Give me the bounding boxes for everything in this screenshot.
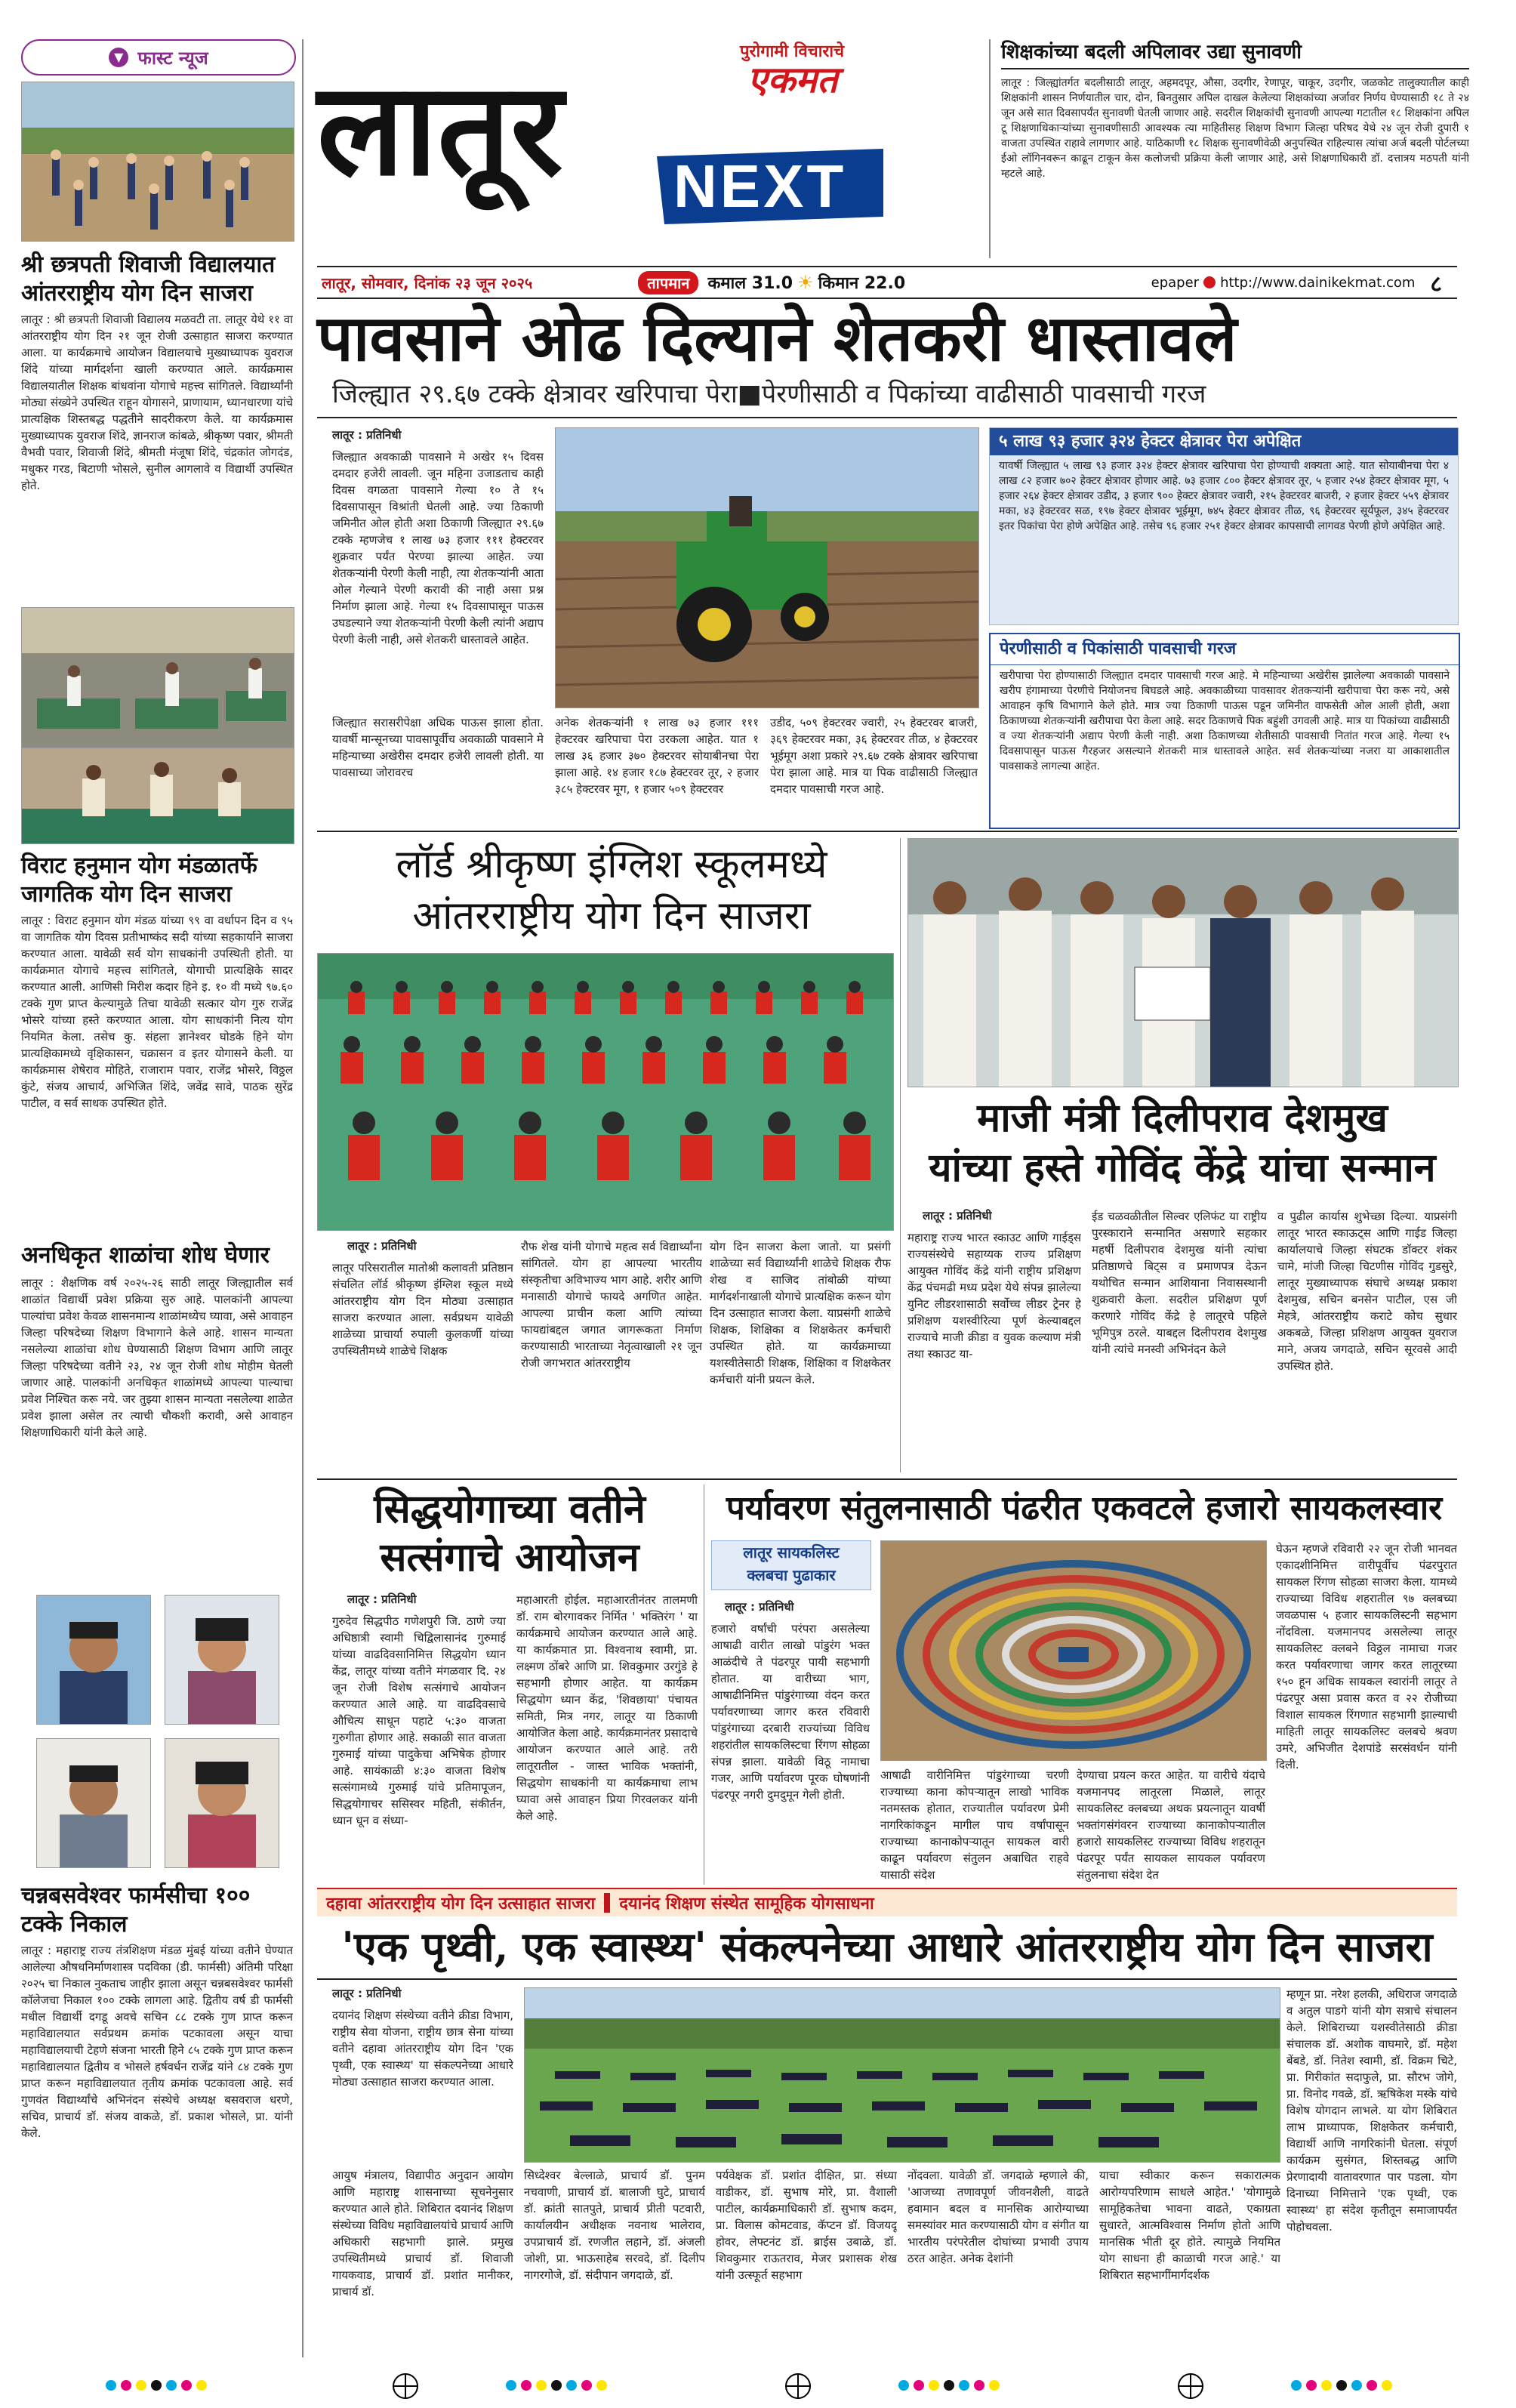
fast-news-icon: ▼ (109, 48, 128, 67)
yoga-col-2: सिध्देश्वर बेल्लाळे, प्राचार्य डॉ. पुनम नचवाणी, प्राचार्य डॉ. बालाजी घुटे, प्राचार्य डॉ. क्रांती सातपुते, प्राचार्य प्रीती पटवारी, कार्यालयीन अधीक्षक नवनाथ भालेराव, उपप्राचार्य डॉ. रणजीत लहाने, डॉ. अंजली जोशी, प्रा. भाऊसाहेब सरवदे, डॉ. दिलीप नागरगोजे, डॉ. संदीपान जगदाळे, डॉ. (524, 2169, 705, 2282)
sun-icon: ☀ (797, 272, 814, 293)
lead-col-3: अनेक शेतकऱ्यांनी १ लाख ७३ हजार १११ हेक्टरवर खरिपाचा पेरा उरकला आहेत. यात १ लाख ३६ हजार ३७० हेक्टरवर सोयाबीनचा पेरा झाला आहे. १४ हजार १८७ हेक्टरवर तूर, २ हजार ३८५ हेक्टरवर मूग, १ हजार ५०९ हेक्टरवर (555, 716, 759, 796)
minister-col-3: व पुढील कार्यास शुभेच्छा दिल्या. याप्रसंगी लातूर भारत स्काऊट्स आणि गाईड जिल्हा कार्यालयाचे जिल्हा संघटक डॉक्टर शंकर चामे, मांजी जिल्हा चिटणीस गोविंद गुडसुरे, लातूर मुख्याध्यापक संघाचे अध्यक्ष प्रकाश देशमुख, सचिन बनसेन पाटील, एस जी मेहत्रे, आंतरराष्ट्रीय कराटे कोच सुधार अकबळे, जिल्हा प्रशिक्षण आयुक्त युवराज माने, अजय जगदाळे, सचिन सूरवसे आदी उपस्थित होते. (1277, 1210, 1457, 1373)
top-right-story (989, 39, 1469, 258)
satsang-col-1: गुरुदेव सिद्धपीठ गणेशपुरी जि. ठाणे ज्या अधिष्ठात्री स्वामी चिद्विलासानंद गुरुमाई यांच्या वाढदिवसानिमित्त सिद्धयोग ध्यान केंद्र, लातूर यांच्या वतीने मंगळवार दि. २४ जून रोजी विशेष सत्संगाचे आयोजन करण्यात आले आहे. या वाढदिवसाचे औचित्य साधून पहाटे ५:३० वाजता गुरुगीता होणार आहे. सकाळी सात वाजता गुरुमाई यांच्या पादुकेचा अभिषेक होणार आहे. सायंकाळी ४:३० वाजता विशेष सत्संगामध्ये गुरुमाई यांचे प्रतिमापूजन, सिद्धयोगाचर ससिस्वर महिती, संकीर्तन, ध्यान धून व संध्या- (332, 1614, 506, 1827)
cycle-club-line-2: क्लबचा पुढाकार (747, 1566, 836, 1584)
cycle-caption: आषाढी वारीनिमित्त पांडुरंगाच्या चरणी राज्याच्या काना कोपऱ्यातून लाखो भाविक नतमस्तक होतात, राज्यातील पर्यावरण प्रेमी नागरिकांकडून मागील पाच वर्षांपासून राज्याच्या कानाकोपऱ्यातून सायकल वारी काढून पर्यावरण संतुलन अबाधित राहवे यासाठी संदेश (880, 1768, 1069, 1882)
page-number: ८ (1430, 270, 1442, 298)
cycle-col-3: घेऊन म्हणजे रविवारी २२ जून रोजी भानवत एकादशीनिमित्त वारीपूर्वीच पंढरपुरात सायकल रिंगण सोहळा साजरा केला. यामध्ये राज्याच्या विविध शहरातील ९७ क्लबच्या जवळपास ५ हजार सायकलिस्टनी सहभाग नोंदविला. यजमानपद असलेल्या लातूर सायकलिस्ट क्लबने विठ्ठल नामाचा गजर करत पर्यावरणाचा जागर करत लातूरच्या १५० हून अधिक सायकल स्वारांनी लातूर ते पंढरपूर असा प्रवास करत व २२ रोजीच्या विशाल सायकल रिंगणात सहभागी झाल्याची माहिती लातूर सायकलिस्ट क्लबचे श्रवण उमरे, अभिजीत देशपांडे सरसंवर्धन यांनी दिली. (1276, 1542, 1457, 1771)
yoga-col-5: याचा स्वीकार करून सकारात्मक आरोग्यपरिणाम साधले आहेत.' 'योगामुळे सामूहिकतेचा भावना वाढते, एकाग्रता सुधारते, आत्मविश्वास निर्माण होतो आणि मानसिक भीती दूर होते. त्यामुळे नियमित योग साधना ही काळाची गरज आहे.' या शिबिरात सहभागींमार्गदर्शक (1099, 2169, 1280, 2282)
minister-headline-1: माजी मंत्री दिलीपराव देशमुख (977, 1095, 1388, 1141)
lead-subhead: जिल्ह्यात २९.६७ टक्के क्षेत्रावर खरिपाचा पेरा■पेरणीसाठी व पिकांच्या वाढीसाठी पावसाची गरज (332, 379, 1206, 409)
sidebar-story1-body: लातूर : श्री छत्रपती शिवाजी विद्यालय मळवटी ता. लातूर येथे ११ वा आंतरराष्ट्रीय योग दिन २१ जून रोजी उत्साहात साजरा करण्यात आला. या कार्यक्रमाचे आयोजन विद्यालयाचे मुख्याध्यापक युवराज शिंदे यांच्या मार्गदर्शना खाली करण्यात आले. कार्यक्रमास विद्यालयातील शिक्षक बांधवांना योगाचे महत्त्व सांगितले. विद्यार्थ्यांनी मोठ्या संख्येने उपस्थित राहून योगासने, प्राणायाम, ध्यानधारणा यांचे प्रात्यक्षिक शिस्तबद्ध पद्धतीने सादरीकरण केले. या कार्यक्रमास मुख्याध्यापक युवराज शिंदे, ज्ञानराज कांबळे, श्रीकृष्ण पवार, श्रीमती वैभवी पवार, शिवाजी शिंदे, श्रीमती मंजूषा शिंदे, चंद्रकांत जोगदंड, मधुकर गरड, बिटाणी भोसले, सुनील आगलावे व विद्यार्थी उपस्थित होते. (21, 313, 293, 492)
cycle-col-1: हजारो वर्षांची परंपरा असलेल्या आषाढी वारीत लाखो पांडुरंग भक्त आळंदीचे ते पंढरपूर पायी सहभागी होतात. या वारीच्या भाग, आषाढीनिमित्त पांडुरंगाच्या वंदन करत पर्यावरणाच्या जागर करत रविवारी पांडुरंगाच्या दरबारी राज्यांच्या विविध शहरांतील सायकलिस्टचा रिंगण सोहळा संपन्न झाला. यावेळी विठू नामाचा गजर, आणि पर्यावरण पूरक घोषणांनी पंढरपूर नगरी दुमदुमून गेली होती. (711, 1622, 870, 1802)
fast-news-title: फास्ट न्यूज (137, 47, 208, 69)
school-headline-2: आंतरराष्ट्रीय योग दिन साजरा (412, 893, 811, 939)
print-color-dots-4 (1291, 2380, 1392, 2391)
yoga-byline: लातूर : प्रतिनिधी (332, 1987, 402, 2000)
student-photo-1 (36, 1595, 151, 1725)
minister-photo-felicitation (907, 838, 1459, 1087)
yoga-col-6: म्हणून प्रा. नरेश हलकी, अधिराज जगदाळे व अतुल पाडगे यांनी योग सत्राचे संचालन केले. शिबिराच्या यशस्वीतेसाठी क्रीडा संचालक डॉ. अशोक वाघमारे, डॉ. महेश बेंबडे, डॉ. नितेश स्वामी, डॉ. विक्रम चिटे, प्रा. गिरीकांत सदाफुले, प्रा. सौरभ जोगे, प्रा. विनोद गवळे, डॉ. ऋषिकेश मस्के यांचे विशेष योगदान लाभले. या योग शिबिरात लाभ प्राध्यापक, शिक्षकेतर कर्मचारी, विद्यार्थी आणि नागरिकांनी घेतला. संपूर्ण कार्यक्रम सुसंगत, शिस्तबद्ध आणि प्रेरणादायी वातावरणात पार पडला. योग दिनाच्या निमित्ताने 'एक पृथ्वी, एक स्वास्थ्य' हा संदेश कृतीतून समाजापर्यंत पोहोचवला. (1286, 1987, 1457, 2234)
yoga-headline: 'एक पृथ्वी, एक स्वास्थ्य' संकल्पनेच्या आधारे आंतरराष्ट्रीय योग दिन साजरा (341, 1922, 1433, 1971)
fast-news-banner (21, 39, 296, 76)
top-right-body: लातूर : जिल्ह्यांतर्गत बदलीसाठी लातूर, अहमदपूर, औसा, उदगीर, रेणापूर, चाकूर, उदगीर, जळकोट तालुक्यातील काही शिक्षकांनी शासन निर्णयातील चार, दोन, बिनतुसार अपिल दाखल केलेल्या शिक्षकांच्या अर्जावर निर्णय घेण्यासाठी १८ ते २४ जून असे सात दिवसापर्यंत सुनावणी घेतली जाणार आहे. सदरील शिक्षकांची सुनावणी आपल्या गटातील १८ शिक्षकांना अपिल टू शिक्षणाधिकाऱ्यांच्या सुनावणीसाठी आवश्यक त्या माहितीसह शिक्षण विभाग जिल्हा परिषद येथे २४ जून रोजी दुपारी १ वाजता उपस्थित राहावे लागणार आहे. याठिकाणी १८ शिक्षक सुनावणीवेळी अनुपस्थित राहिल्यास त्यांचा अर्ज बदली पोर्टलच्या ईओ लॉगिनवरून काढून टाकून केस कलोजची प्रक्रिया केली जाणार आहे, असे शिक्षणाधिकारी डॉ. दत्तात्रय मठपती यांनी म्हटले आहे. (1001, 77, 1469, 180)
cycle-club-line-1: लातूर सायकलिस्ट (743, 1543, 840, 1562)
yoga-col-3: पर्यवेक्षक डॉ. प्रशांत दीक्षित, प्रा. संध्या वाडीकर, डॉ. सुभाष मोरे, प्रा. वैशाली पाटील, कार्यक्रमाधिकारी डॉ. सुभाष कदम, प्रा. विलास कोमटवाड, कॅप्टन डॉ. विजयदू होवर, लेफ्टनंट डॉ. ब्राईस उबाळे, डॉ. शिवकुमार राऊतराव, मेजर प्रशासक शेख यांनी उत्स्फूर्त सहभाग (716, 2169, 897, 2282)
lead-box-1 (989, 427, 1459, 625)
lead-col-4: उडीद, ५०९ हेक्टरवर ज्वारी, २५ हेक्टरवर बाजरी, ३६९ हेक्टरवर मका, ३६ हेक्टरवर तीळ, ४ हेक्टरवर भूईमूग अशा प्रकारे २९.६७ टक्के क्षेत्रावर खरिपाचा पेरा झाला आहे. मात्र या पिक वाढीसाठी जिल्ह्यात दमदार पावसाची गरज आहे. (770, 716, 978, 796)
minister-byline: लातूर : प्रतिनिधी (923, 1209, 992, 1222)
student-photo-2 (165, 1595, 279, 1725)
masthead-next-text: NEXT (673, 153, 847, 220)
registration-mark-1 (393, 2373, 418, 2399)
school-col-1: लातूर परिसरातील मातोश्री कलावती प्रतिष्ठान संचलित लॉर्ड श्रीकृष्ण इंग्लिश स्कूल मध्ये आंतरराष्ट्रीय योग दिन मोठ्या उत्साहात साजरा करण्यात आला. सर्वप्रथम यावेळी शाळेच्या प्राचार्या रुपाली कुलकर्णी यांच्या उपस्थितीमध्ये शाळेचे शिक्षक (332, 1261, 513, 1358)
weather-label: तापमान (638, 271, 698, 294)
sidebar-story1-headline: श्री छत्रपती शिवाजी विद्यालयात आंतरराष्ट्रीय योग दिन साजरा (21, 251, 276, 307)
student-photo-3 (36, 1738, 151, 1868)
sidebar-photo-yoga-ground (21, 82, 294, 242)
minister-col-2: ईड चळवळीतील सिल्वर एलिफंट या राष्ट्रीय पुरस्काराने सन्मानित असणारे सहकार महर्षी दिलीपराव देशमुख यांनी त्यांचा प्रतिष्ठाणचे बिट्स व प्रमाणपत्र देऊन यथोचित सन्मान आशियाना निवासस्थानी शुक्रवारी केला. सदरील प्रशिक्षण पूर्ण करणारे गोविंद केंद्रे हे लातूरचे पहिले भूमिपुत्र ठरले. याबद्दल दिलीपराव देशमुख यांनी त्यांचे मनस्वी अभिनंदन केले (1092, 1210, 1267, 1356)
lead-bottom-rule (317, 831, 1457, 832)
sidebar-story4-body: लातूर : महाराष्ट्र राज्य तंत्रशिक्षण मंडळ मुंबई यांच्या वतीने घेण्यात आलेल्या औषधनिर्माणशास्त्र पदविका (डी. फार्मसी) अंतिमी परिक्षा २०२५ चा निकाल नुकताच जाहीर झाला असून चन्नबसवेश्वर फार्मसी कॉलेजचा निकाल १०० टक्के लागला आहे. द्वितीय वर्ष डी फार्मसी मधील विद्यार्थी दगडू अवचे सचिन ८८ टक्के गुण प्राप्त करून महाविद्यालयात सर्वप्रथम क्रमांक पटकावला असून याचा महाविद्यालयाची टेहणे संजना भारती हिने ८५ टक्के गुण प्राप्त करून महाविद्यालयात द्वितीय व भोसले हर्षवर्धन राजेंद्र यांने ८४ टक्के गुण प्राप्त करून महाविद्यालयात तृतीय क्रमांक पटकावला आहे. सर्व गुणवंत विद्यार्थ्यांचे अभिनंदन संस्थेचे अध्यक्ष बसवराज धरणे, सचिव, प्राचार्य डॉ. संजय वाकळे, डॉ. प्रकाश भोसले, प्रा. यांनी केले. (21, 1944, 293, 2140)
sidebar-story3-body: लातूर : शैक्षणिक वर्ष २०२५-२६ साठी लातूर जिल्ह्यातील सर्व शाळांत विद्यार्थी प्रवेश प्रक्रिया सुरु आहे. पालकांनी आपल्या पाल्यांचा प्रवेश केवळ शासनमान्य शाळांमध्येच घ्यावा, असे आवाहन जिल्हा परिषदेच्या शिक्षण विभागाने केले आहे. शासन मान्यता नसलेल्या शाळांचा शोध घेण्यासाठी शिक्षण विभाग आणि लातूर जिल्हा परिषदेच्या वतीने २३, २४ जून रोजी शोध मोहीम घेतली जाणार आहे. पालकांनी अनधिकृत शाळांमध्ये आपल्या पाल्याचा प्रवेश निश्चित करू नये. जर तुझ्या शासन मान्यता नसलेल्या शाळेत प्रवेश झाला असेल तर त्याची चौकशी करावी, असे आवाहन शिक्षणाधिकारी यांनी केले आहे. (21, 1276, 293, 1439)
yoga-col-1b: आयुष मंत्रालय, विद्यापीठ अनुदान आयोग आणि महाराष्ट्र शासनाच्या सूचनेनुसार करण्यात आले होते. शिबिरात दयानंद शिक्षण संस्थेच्या विविध महाविद्यालयांचे प्राचार्य आणि अधिकारी सहभागी झाले. प्रमुख उपस्थितीमध्ये प्राचार्य डॉ. शिवाजी गायकवाड, प्राचार्य डॉ. प्रशांत मानीकर, प्राचार्य डॉ. (332, 2169, 513, 2299)
yoga-photo-field (524, 1987, 1280, 2163)
cycle-byline: लातूर : प्रतिनिधी (725, 1600, 794, 1614)
sidebar-photo-yoga-hall (21, 607, 294, 749)
temp-max: कमाल 31.0 (707, 274, 793, 293)
satsang-byline: लातूर : प्रतिनिधी (347, 1592, 417, 1606)
yoga-ribbon (317, 1888, 1457, 1916)
dateline-bar (317, 266, 1457, 299)
fast-news-sidebar (21, 39, 293, 2350)
epaper-label: epaper (1151, 274, 1200, 291)
lead-box-2-body: खरीपाचा पेरा होण्यासाठी जिल्ह्यात दमदार पावसाची गरज आहे. मे महिन्याच्या अखेरीस झालेल्या अवकाळी पावसाने खरीप हंगामाच्या पेरणीचे नियोजनच बिघडले आहे. अवकाळीच्या पावसावर शेतकऱ्यांनी खरीपाचा पेरा करू नये, असे आवाहन कृषि विभागाने केले होते. मात्र ज्या ठिकाणी पाऊस पडून जमिनीत वाफसेती ओल आली होती, अशा ठिकाणच्या शेतकऱ्यांनी खरीपाचा पेरा केला आहे. सदर ठिकाणचे पिक बहुंशी उगवली आहे. मात्र या पिकांच्या वाढीसाठी व ज्या शेतकऱ्यांनी अद्याप पेरणी केली नाही. अशा ठिकाणच्या शेतीसाठी पावसाची नितांत गरज आहे. गेल्या १५ दिवसापासून पाऊस गैरहजर असल्याने शेतकरी मात्र धास्तावले आहेत. सर्व शेतकऱ्यांच्या नजरा या आकाशातील पावसाकडे लागल्या आहेत. (1000, 670, 1450, 772)
lead-box-2 (989, 633, 1460, 829)
school-byline: लातूर : प्रतिनिधी (347, 1239, 417, 1253)
masthead-brand: एकमत (747, 59, 838, 101)
minister-col-1: महाराष्ट्र राज्य भारत स्काउट आणि गाईड्स राज्यसंस्थेचे सहाय्यक राज्य प्रशिक्षण आयुक्त गोविंद केंद्रे यांनी राष्ट्रीय प्रशिक्षण केंद्र पंचमढी मध्य प्रदेश येथे संपन्न झालेल्या युनिट लीडरशासाठी सर्वोच्च लीडर ट्रेनर हे प्रशिक्षण यशस्वीरित्या पूर्ण केल्याबद्दल राज्याचे माजी क्रीडा व युवक कल्याण मंत्री तथा स्काउट या- (907, 1231, 1081, 1361)
lead-col-2: जिल्ह्यात सरासरीपेक्षा अधिक पाऊस झाला होता. यावर्षी मान्सूनच्या पावसापूर्वीच अवकाळी पावसाने मे महिन्याच्या अखेरीस दमदार हजेरी लावली होती. या पावसाच्या जोरावरच (332, 716, 544, 779)
ribbon-separator (604, 1893, 610, 1913)
registration-mark-2 (785, 2373, 811, 2399)
masthead (317, 39, 981, 266)
masthead-next-logo (657, 149, 883, 224)
sidebar-divider (302, 39, 304, 2357)
registration-mark-3 (1178, 2373, 1203, 2399)
dateline-text: लातूर, सोमवार, दिनांक २३ जून २०२५ (322, 273, 533, 292)
website-url[interactable]: http://www.dainikekmat.com (1220, 274, 1416, 291)
sidebar-story3-headline: अनधिकृत शाळांचा शोध घेणार (21, 1242, 270, 1269)
masthead-title: लातूर (317, 55, 563, 205)
school-headline-1: लॉर्ड श्रीकृष्ण इंग्लिश स्कूलमध्ये (396, 842, 827, 887)
print-color-dots-1 (106, 2380, 207, 2391)
satsang-col-2: महाआरती होईल. महाआरतीनंतर तालमणी डॉ. राम बोरगावकर निर्मित ' भक्तिरंग ' या कार्यक्रमाचे आयोजन करण्यात आले आहे. या कार्यक्रमात प्रा. विश्वनाथ स्वामी, प्रा. लक्ष्मण ठोंबरे आणि प्रा. शिवकुमार उरगुंडे हे सहभागी होणार आहेत. या कार्यक्रम सिद्धयोग ध्यान केंद्र, 'शिवछाया' पंचायत समिती, मित्र नगर, लातूर या ठिकाणी आयोजित केला आहे. कार्यक्रमानंतर प्रसादाचे आयोजन करण्यात आले आहे. तरी लातूरातील - जास्त भाविक भक्तांनी, सिद्धयोग साधकांनी या कार्यक्रमाचा लाभ घ्यावा असे आवाहन प्रिया गिरवलकर यांनी केले आहे. (516, 1593, 698, 1823)
lead-subhead-rule (317, 417, 1457, 418)
masthead-tagline: पुरोगामी विचाराचे (740, 42, 845, 61)
print-color-dots-3 (898, 2380, 1000, 2391)
globe-icon (1203, 276, 1216, 288)
lead-box-1-headline: ५ लाख ९३ हजार ३२४ हेक्टर क्षेत्रावर पेरा अपेक्षित (990, 428, 1458, 455)
school-photo-yoga (317, 953, 894, 1231)
ribbon-right: दयानंद शिक्षण संस्थेत सामूहिक योगसाधना (619, 1895, 874, 1913)
lead-headline: पावसाने ओढ दिल्याने शेतकरी धास्तावले (317, 301, 1237, 375)
lead-box-1-body: यावर्षी जिल्ह्यात ५ लाख ९३ हजार ३२४ हेक्टर क्षेत्रावर खरिपाचा पेरा होण्याची शक्यता आहे. यात सोयाबीनचा पेरा ४ लाख ८२ हजार ७०२ हेक्टर क्षेत्रावर होणार आहे. ७३ हजार ८०० हेक्टर क्षेत्रावर तूर, ५ हजार २५४ हेक्टर क्षेत्रावर मूग, ५ हजार २६४ हेक्टर क्षेत्रावर उडीद, ३ हजार ९०० हेक्टर क्षेत्रावर ज्वारी, २१५ हेक्टरवर बाजरी, २ हजार हेक्टर ५५९ क्षेत्रावर मका, ४३ हेक्टरवर सळ, १९७ हेक्टर क्षेत्रावर भूईमूग, ७४५ हेक्टर क्षेत्रावर तीळ, ९६ हेक्टरवर सूर्यफूल, ३४५ हेक्टरवर इतर पिकांचा पेरा होणे अपेक्षित आहे. तसेच ९६ हजार २५१ हेक्टर क्षेत्रावर कापसाची लागवड पेरणी होणे अपेक्षित आहे. (999, 460, 1449, 532)
yoga-col-1: दयानंद शिक्षण संस्थेच्या वतीने क्रीडा विभाग, राष्ट्रीय सेवा योजना, राष्ट्रीय छात्र सेना यांच्या वतीने दहावा आंतरराष्ट्रीय योग दिन 'एक पृथ्वी, एक स्वास्थ्य' या संकल्पनेच्या आधारे मोठ्या उत्साहात साजरा करण्यात आला. (332, 2009, 513, 2089)
sidebar-story4-headline: चन्नबसवेश्वर फार्मसीचा १०० टक्के निकाल (21, 1882, 251, 1938)
school-col-3: योग दिन साजरा केला जातो. या प्रसंगी शाळेच्या सर्व विद्यार्थ्यांनी शाळेचे शिक्षक रौफ शेख व साजिद तांबोळी यांच्या मार्गदर्शनाखाली योगाचे प्रात्यक्षिक करून योग दिन उत्साहात साजरा केला. याप्रसंगी शाळेचे शिक्षक, शिक्षिका व शिक्षकेतर कर्मचारी उपस्थित होते. या कार्यक्रमाच्या यशस्वीतेसाठी शिक्षक, शिक्षिका व शिक्षकेतर कर्मचारी यांनी प्रयत्न केले. (710, 1240, 891, 1386)
ribbon-left: दहावा आंतरराष्ट्रीय योग दिन उत्साहात साजरा (326, 1895, 596, 1913)
cycle-club-box (711, 1540, 871, 1590)
satsang-headline-2: सत्संगाचे आयोजन (380, 1534, 639, 1580)
minister-headline-2: यांच्या हस्ते गोविंद केंद्रे यांचा सन्मान (929, 1145, 1436, 1191)
student-photo-4 (165, 1738, 279, 1868)
cycle-photo-ring (880, 1540, 1267, 1761)
mid-rule (317, 1478, 1457, 1480)
yoga-col-4: नोंदवला. यावेळी डॉ. जगदाळे म्हणाले की, 'आजच्या तणावपूर्ण जीवनशैली, वाढते हवामान बदल व मानसिक आरोग्याच्या समस्यांवर मात करण्यासाठी योग व संगीत या भारतीय परंपरेतील दोघांच्या प्रभावी उपाय ठरत आहेत. अनेक देशांनी (907, 2169, 1089, 2265)
sidebar-photo-yoga-elderly (21, 748, 294, 844)
sidebar-story2-headline: विराट हनुमान योग मंडळातर्फे जागतिक योग दिन साजरा (21, 853, 257, 908)
lead-box-2-headline: पेरणीसाठी व पिकांसाठी पावसाची गरज (991, 634, 1459, 665)
lead-byline: लातूर : प्रतिनिधी (332, 428, 402, 442)
top-right-headline: शिक्षकांच्या बदली अपिलावर उद्या सुनावणी (1001, 39, 1469, 69)
temp-min: किमान 22.0 (818, 274, 906, 293)
satsang-headline-1: सिद्धयोगाच्या वतीने (374, 1486, 646, 1532)
lead-photo-tractor (555, 427, 979, 708)
print-color-dots-2 (506, 2380, 607, 2391)
cycle-headline: पर्यावरण संतुलनासाठी पंढरीत एकवटले हजारो सायकलस्वार (726, 1489, 1443, 1528)
lead-col-1: जिल्ह्यात अवकाळी पावसाने मे अखेर १५ दिवस दमदार हजेरी लावली. जून महिना उजाडताच काही दिवस वगळता पावसाने गेल्या १० ते १५ दिवसापासून विश्रांती घेतली आहे. ज्या ठिकाणी जमिनीत ओल होती अशा ठिकाणी जिल्ह्यात २९.६७ टक्के म्हणजेच १ लाख ७३ हजार १११ हेक्टरवर शुक्रवार पर्यंत पेरण्या झाल्या आहेत. ज्या शेतकऱ्यांनी पेरणी केली नाही, त्या शेतकऱ्यांनी आता ओल गेल्याने पेरणी करावी की नाही असा प्रश्न निर्माण झाला आहे. गेल्या १५ दिवसापासून पाऊस उघडल्याने ज्या शेतकऱ्यांनी पेरणी केली त्यांनी अद्याप पेरणी केली नाही, असे शेतकरी धास्तावले आहेत. (332, 450, 544, 646)
yoga-headline-rule (317, 1978, 1457, 1980)
school-right-divider (900, 838, 901, 1472)
sidebar-story2-body: लातूर : विराट हनुमान योग मंडळ यांच्या ९९ वा वर्धापन दिन व ९५ वा जागतिक योग दिवस प्रतीभाष्कंद सदी यांच्या सहकार्याने साजरा करण्यात आला. यावेळी सर्व योग साधकांनी उपस्थिती होती. या कार्यक्रमात योगाचे महत्त्व सांगितले, योगाची प्रात्यक्षिके सादर करण्यात आली. आणिसी मिरीश कदार हिने इ. १० वी मध्ये ९७.६० टक्के गुण प्राप्त केल्यामुळे तिचा यावेळी सत्कार योग गुरु राजेंद्र भोसरे यांच्या हस्ते करण्यात आला. योग साधकांनी नित्य योग नियमित केला. तसेच कु. संहला ज्ञानेश्वर घोडके हिने योग प्रात्यक्षिकामध्ये वृक्षिकासन, चक्रासन व इतर योगासने केली. या कार्यक्रमास शेषेराव मोहिते, राजाराम पवार, राजेंद्र भोसरे, विठ्ठल कुंटे, संजय आचार्य, अभिजित शिंदे, जवेंद्र सावे, पाठक सुरेंद्र पाटील, व सर्व साधक उपस्थित होते. (21, 914, 293, 1110)
school-col-2: रौफ शेख यांनी योगाचे महत्व सर्व विद्यार्थ्यांना सांगितले. योग हा आपल्या भारतीय संस्कृतीचा अविभाज्य भाग आहे. शरीर आणि मनासाठी योगाचे फायदे अगणित आहेत. आपल्या प्राचीन कला आणि त्यांच्या फायद्यांबद्दल जगात जागरूकता निर्माण करण्यासाठी भारताच्या नेतृत्वाखाली २१ जून रोजी जगभरात आंतरराष्ट्रीय (521, 1240, 702, 1370)
cycle-col-2: देण्याचा प्रयत्न करत आहेत. या वारीचे यंदाचे यजमानपद लातूरला मिळाले, लातूर सायकलिस्ट क्लबच्या अथक प्रयत्नातून यावर्षी भक्तांगसंगंवरन राज्याच्या कानाकोपऱ्यातील हजारो सायकलिस्ट राज्याच्या विविध शहरातून पंढरपूर पर्यंत सायकल सायकल पर्यावरण संतुलनाचा संदेश देत (1077, 1768, 1265, 1882)
